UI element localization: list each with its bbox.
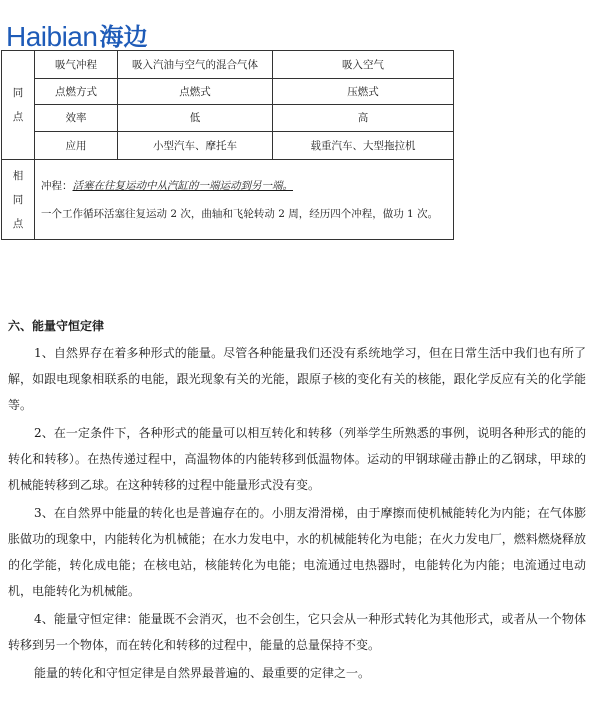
gasoline-cell: 吸入汽油与空气的混合气体 [118, 51, 273, 79]
logo-text-cjk: 海边 [99, 23, 148, 51]
diesel-cell: 载重汽车、大型拖拉机 [273, 132, 454, 160]
engine-comparison-table [1, 50, 454, 240]
diesel-cell: 压燃式 [273, 79, 454, 105]
logo-text-latin: Haibian [6, 21, 98, 52]
paragraph: 2、在一定条件下，各种形式的能量可以相互转化和转移（列举学生所熟悉的事例，说明各种形式的能的转化和转移）。在热传递过程中，高温物体的内能转移到低温物体。运动的甲钢球碰击静止的乙钢球，甲球的机械能转移到乙球。在这种转移的过程中能量形式没有变。 [8, 426, 586, 492]
paragraph: 4、能量守恒定律：能量既不会消灭，也不会创生，它只会从一种形式转化为其他形式，或者从一个物体转移到另一个物体，而在转化和转移的过程中，能量的总量保持不变。 [8, 612, 586, 652]
stroke-definition: 冲程：活塞在往复运动中从汽缸的一端运动到另一端。 [41, 179, 293, 192]
table-row [2, 79, 454, 105]
logo [6, 20, 147, 52]
gasoline-cell: 低 [118, 105, 273, 132]
row-label: 点燃方式 [35, 79, 118, 105]
table-row [2, 160, 454, 240]
diesel-cell: 吸入空气 [273, 51, 454, 79]
gasoline-cell: 小型汽车、摩托车 [118, 132, 273, 160]
row-label: 效率 [35, 105, 118, 132]
same-side-label: 相 同 点 [2, 160, 35, 240]
diesel-cell: 高 [273, 105, 454, 132]
paragraph: 1、自然界存在着多种形式的能量。尽管各种能量我们还没有系统地学习，但在日常生活中我们也有所了解，如跟电现象相联系的电能，跟光现象有关的光能，跟原子核的变化有关的核能，跟化学反应有关的化学能等。 [8, 346, 586, 412]
row-label: 应用 [35, 132, 118, 160]
section-title: 六、能量守恒定律 [8, 319, 105, 333]
paragraph: 3、在自然界中能量的转化也是普遍存在的。小朋友滑滑梯，由于摩擦而使机械能转化为内能；在气体膨胀做功的现象中，内能转化为机械能；在水力发电中，水的机械能转化为电能；在火力发电厂，燃料燃烧释放的化学能，转化成电能；在核电站，核能转化为电能；电流通过电热器时，电能转化为内能；电流通过电动机，电能转化为机械能。 [8, 506, 586, 598]
gasoline-cell: 点燃式 [118, 79, 273, 105]
table-row [2, 105, 454, 132]
diff-side-label: 同 点 [2, 51, 35, 160]
paragraph: 能量的转化和守恒定律是自然界最普遍的、最重要的定律之一。 [34, 666, 371, 680]
row-label: 吸气冲程 [35, 51, 118, 79]
table-row [2, 132, 454, 160]
work-cycle-description: 一个工作循环活塞往复运动 2 次，曲轴和飞轮转动 2 周，经历四个冲程，做功 1 次。 [41, 207, 439, 220]
table-row [2, 51, 454, 79]
similarities-cell [35, 160, 454, 240]
